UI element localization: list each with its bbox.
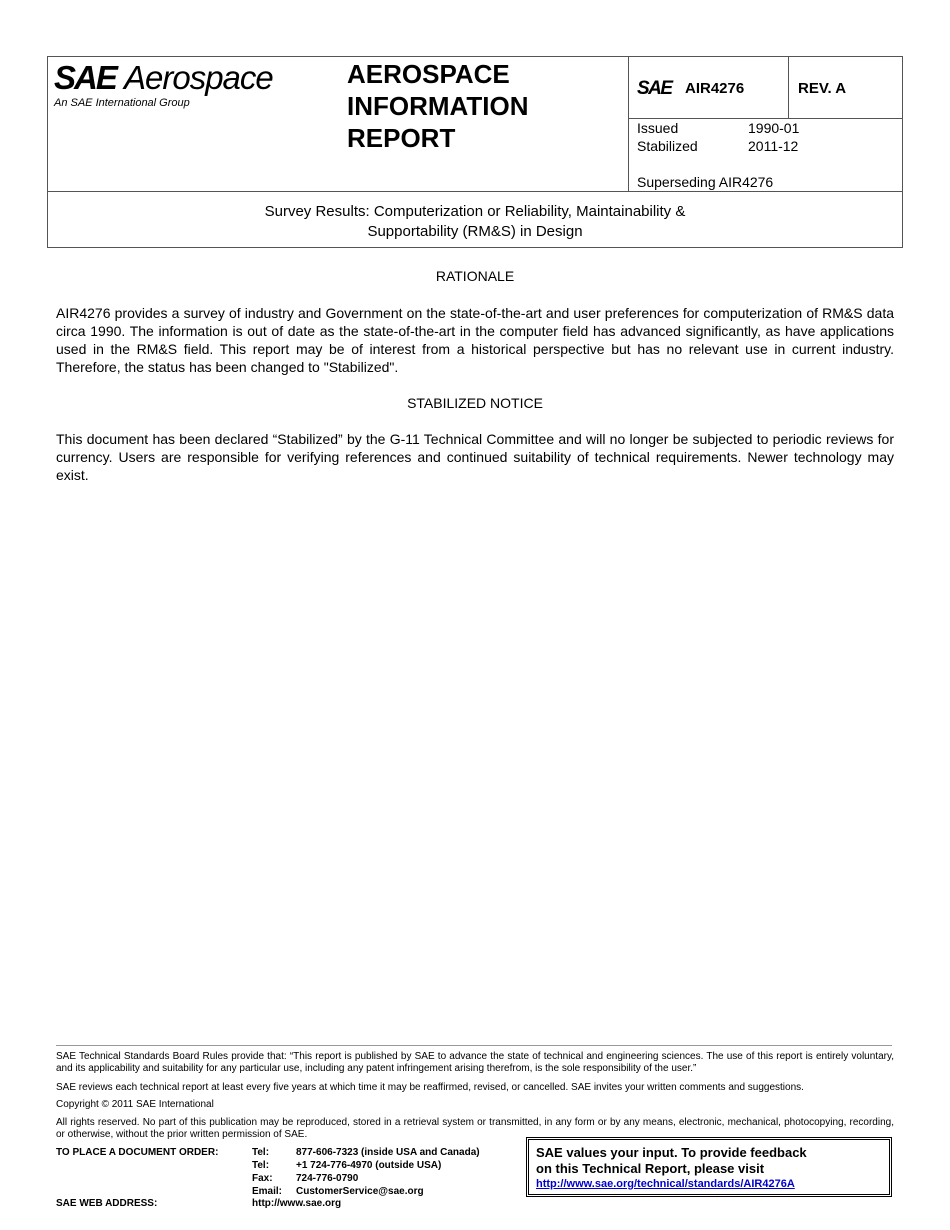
title-line-1: Survey Results: Computerization or Reliability, Maintainability & — [264, 203, 686, 220]
contact-label: Fax: — [252, 1173, 273, 1184]
feedback-link[interactable]: http://www.sae.org/technical/standards/AIR4276A — [536, 1178, 795, 1190]
header-divider-vertical — [628, 57, 629, 191]
contact-value: 724-776-0790 — [296, 1173, 359, 1184]
stabilized-label: Stabilized — [637, 138, 698, 154]
copyright-text: Copyright © 2011 SAE International — [56, 1099, 214, 1110]
header-divider-rev — [788, 57, 789, 118]
revision-label: REV. A — [798, 80, 847, 97]
contact-row — [252, 1159, 480, 1172]
superseding-note: Superseding AIR4276 — [637, 174, 774, 190]
rights-text: All rights reserved. No part of this publication may be reproduced, stored in a retrieval system or transmitted, in any form or by any means, electronic, mechanical, photocopying, recording, or otherwise, without the prior written permission of SAE. — [56, 1117, 894, 1140]
header-divider-meta — [628, 118, 903, 119]
header-divider-title — [48, 191, 903, 192]
web-address-label: SAE WEB ADDRESS: — [56, 1198, 158, 1209]
report-type — [347, 58, 529, 154]
stabilized-notice-heading: STABILIZED NOTICE — [407, 395, 543, 411]
issued-label: Issued — [637, 120, 679, 136]
web-address-value[interactable]: http://www.sae.org — [252, 1198, 342, 1209]
rationale-heading: RATIONALE — [435, 268, 515, 284]
issued-value: 1990-01 — [748, 120, 800, 136]
contact-value: 877-606-7323 (inside USA and Canada) — [296, 1147, 480, 1158]
rationale-text: AIR4276 provides a survey of industry and Government on the state-of-the-art and user preferences for computerization of RM&S data circa 1990. The information is out of date as the state-of-the-art in the computer field has advanced significantly, as have applications used in the RM&S field. This report may be of interest from a historical perspective but has no relevant use in current industry. Therefore, the status has been changed to "Stabilized". — [56, 305, 894, 375]
feedback-line-1: SAE values your input. To provide feedback — [536, 1145, 807, 1160]
footer-divider — [56, 1045, 892, 1046]
contact-value: CustomerService@sae.org — [296, 1186, 424, 1197]
document-title — [48, 202, 902, 242]
feedback-box — [526, 1137, 892, 1197]
title-line-2: Supportability (RM&S) in Design — [367, 223, 583, 240]
report-type-line-3: REPORT — [347, 123, 456, 153]
document-number: AIR4276 — [685, 80, 745, 97]
logo-brand: SAE — [54, 59, 116, 96]
logo-tagline: An SAE International Group — [54, 97, 190, 109]
feedback-line-2: on this Technical Report, please visit — [536, 1161, 765, 1176]
report-type-line-1: AEROSPACE — [347, 59, 510, 89]
sae-aerospace-logo — [54, 60, 304, 116]
contact-row — [252, 1172, 480, 1185]
standards-rules-text: SAE Technical Standards Board Rules provide that: “This report is published by SAE to advance the state of technical and engineering sciences. The use of this report is entirely voluntary, and its applicability and suitability for any particular use, including any patent infringement arising therefrom, is the sole responsibility of the user.” — [56, 1051, 894, 1074]
contact-list — [252, 1146, 480, 1198]
stabilized-value: 2011-12 — [748, 138, 799, 154]
contact-label: Tel: — [252, 1147, 270, 1158]
logo-word: Aerospace — [124, 59, 273, 96]
contact-label: Tel: — [252, 1160, 270, 1171]
report-type-line-2: INFORMATION — [347, 91, 529, 121]
contact-label: Email: — [252, 1186, 283, 1197]
stabilized-notice-text: This document has been declared “Stabilized” by the G-11 Technical Committee and will no longer be subjected to periodic reviews for currency. Users are responsible for verifying references and continued suitability of technical requirements. Newer technology may exist. — [56, 431, 894, 483]
order-label: TO PLACE A DOCUMENT ORDER: — [56, 1147, 219, 1158]
review-text: SAE reviews each technical report at least every five years at which time it may be reaffirmed, revised, or cancelled. SAE invites your written comments and suggestions. — [56, 1082, 804, 1093]
contact-value: +1 724-776-4970 (outside USA) — [296, 1160, 442, 1171]
contact-row — [252, 1146, 480, 1159]
sae-mini-logo: SAE — [637, 78, 672, 99]
